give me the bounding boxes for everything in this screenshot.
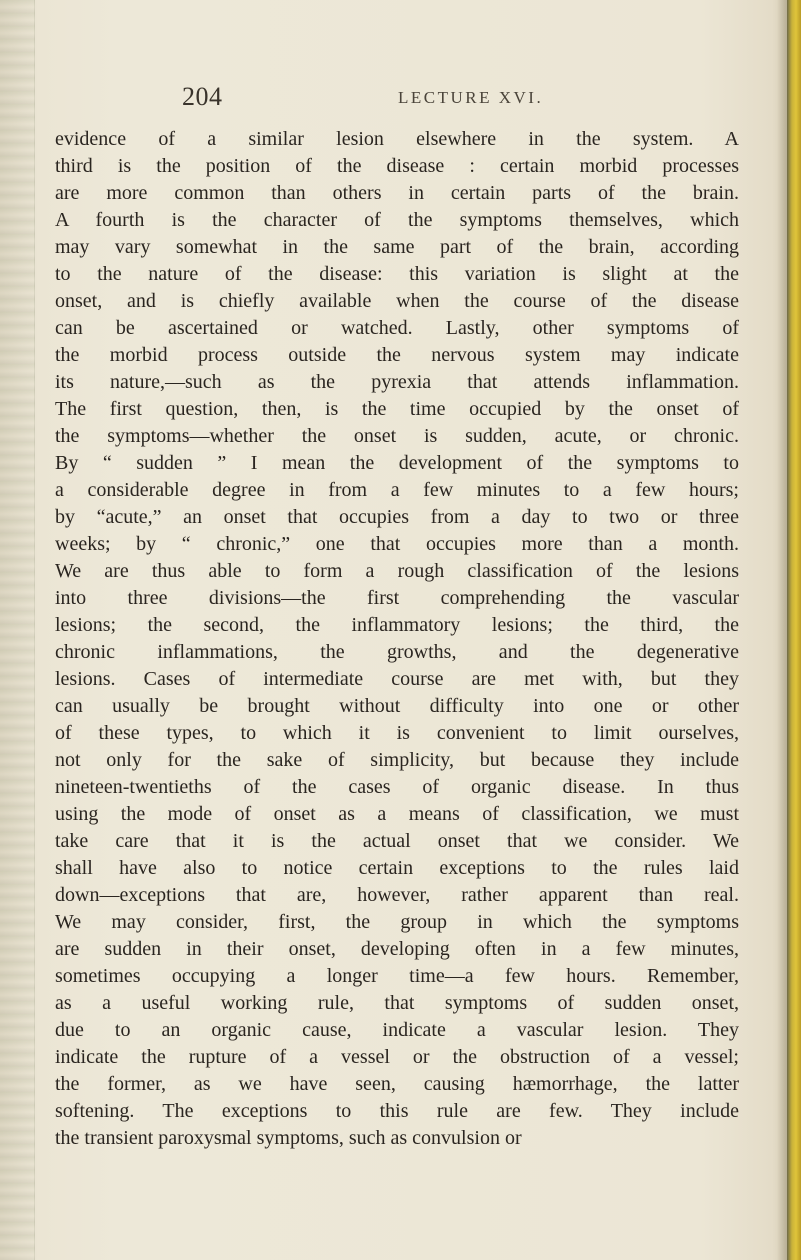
text-line: the symptoms—whether the onset is sudden, acute, or chronic. <box>55 425 739 447</box>
text-line: by “acute,” an onset that occupies from a day to two or three <box>55 506 739 528</box>
page-header <box>0 82 801 116</box>
text-line: not only for the sake of simplicity, but because they include <box>55 749 739 771</box>
body-text <box>55 126 739 1152</box>
gilt-page-edge <box>787 0 801 1260</box>
text-line: into three divisions—the first comprehending the vascular <box>55 587 739 609</box>
text-line: lesions. Cases of intermediate course are met with, but they <box>55 668 739 690</box>
text-line: can be ascertained or watched. Lastly, other symptoms of <box>55 317 739 339</box>
text-line: can usually be brought without difficulty into one or other <box>55 695 739 717</box>
text-line: of these types, to which it is convenient to limit ourselves, <box>55 722 739 744</box>
text-line: evidence of a similar lesion elsewhere in the system. A <box>55 128 739 150</box>
text-line: its nature,—such as the pyrexia that attends inflammation. <box>55 371 739 393</box>
text-line: The first question, then, is the time occupied by the onset of <box>55 398 739 420</box>
text-line: weeks; by “ chronic,” one that occupies more than a month. <box>55 533 739 555</box>
text-line: sometimes occupying a longer time—a few hours. Remember, <box>55 965 739 987</box>
text-line: the transient paroxysmal symptoms, such as convulsion or <box>55 1127 522 1149</box>
text-line: softening. The exceptions to this rule are few. They include <box>55 1100 739 1122</box>
text-line: nineteen-twentieths of the cases of organic disease. In thus <box>55 776 739 798</box>
text-line: chronic inflammations, the growths, and the degenerative <box>55 641 739 663</box>
text-line: to the nature of the disease: this variation is slight at the <box>55 263 739 285</box>
text-line: the former, as we have seen, causing hæmorrhage, the latter <box>55 1073 739 1095</box>
text-line: We are thus able to form a rough classification of the lesions <box>55 560 739 582</box>
text-line: indicate the rupture of a vessel or the obstruction of a vessel; <box>55 1046 739 1068</box>
text-line: are sudden in their onset, developing often in a few minutes, <box>55 938 739 960</box>
text-line: A fourth is the character of the symptoms themselves, which <box>55 209 739 231</box>
text-line: shall have also to notice certain exceptions to the rules laid <box>55 857 739 879</box>
text-line: third is the position of the disease : certain morbid processes <box>55 155 739 177</box>
page-edge-shadow <box>777 0 787 1260</box>
text-line: a considerable degree in from a few minutes to a few hours; <box>55 479 739 501</box>
running-head: LECTURE XVI. <box>398 88 544 107</box>
binding-gutter <box>0 0 35 1260</box>
page-number: 204 <box>182 82 223 111</box>
text-line: down—exceptions that are, however, rather apparent than real. <box>55 884 739 906</box>
text-line: We may consider, first, the group in which the symptoms <box>55 911 739 933</box>
text-line: onset, and is chiefly available when the course of the disease <box>55 290 739 312</box>
text-line: the morbid process outside the nervous system may indicate <box>55 344 739 366</box>
text-line: using the mode of onset as a means of classification, we must <box>55 803 739 825</box>
text-line: are more common than others in certain parts of the brain. <box>55 182 739 204</box>
text-line: may vary somewhat in the same part of the brain, according <box>55 236 739 258</box>
text-line: due to an organic cause, indicate a vascular lesion. They <box>55 1019 739 1041</box>
text-line: take care that it is the actual onset that we consider. We <box>55 830 739 852</box>
text-line: as a useful working rule, that symptoms of sudden onset, <box>55 992 739 1014</box>
text-line: lesions; the second, the inflammatory lesions; the third, the <box>55 614 739 636</box>
text-line: By “ sudden ” I mean the development of the symptoms to <box>55 452 739 474</box>
